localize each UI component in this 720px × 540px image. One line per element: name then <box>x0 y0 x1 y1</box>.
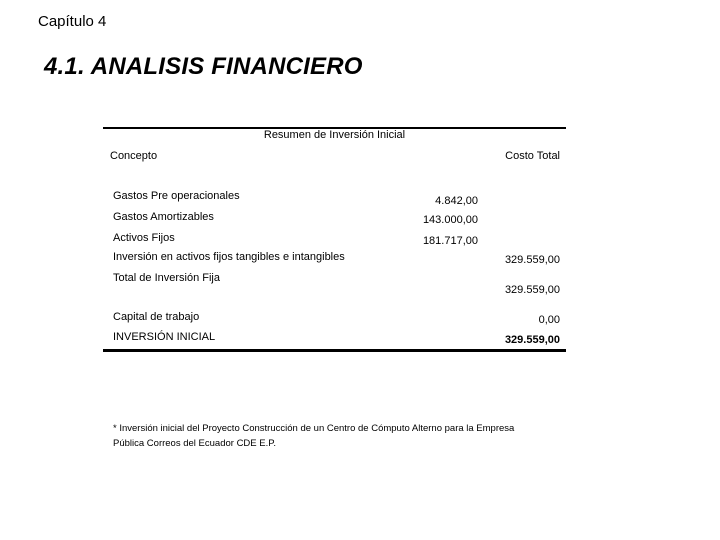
footnote-line-1: * Inversión inicial del Proyecto Construcción de un Centro de Cómputo Alterno para la Empresa <box>113 423 515 434</box>
chapter-label: Capítulo 4 <box>38 13 107 30</box>
row-value-activos-fijos: 181.717,00 <box>422 235 478 247</box>
section-title: 4.1. ANALISIS FINANCIERO <box>44 53 363 80</box>
footnote <box>113 421 553 451</box>
row-value-gastos-preoperacionales: 4.842,00 <box>435 195 478 207</box>
row-total-inversion-inicial: 329.559,00 <box>504 334 560 346</box>
row-label-gastos-amortizables: Gastos Amortizables <box>113 211 214 223</box>
row-total-capital-trabajo: 0,00 <box>538 314 560 326</box>
row-value-gastos-amortizables: 143.000,00 <box>422 214 478 226</box>
column-header-concept: Concepto <box>110 150 158 162</box>
table-bottom-rule <box>103 349 566 352</box>
investment-summary-table <box>103 127 566 352</box>
row-label-activos-fijos: Activos Fijos <box>113 232 175 244</box>
row-label-inversion-activos: Inversión en activos fijos tangibles e intangibles <box>113 251 345 263</box>
footnote-line-2: Pública Correos del Ecuador CDE E.P. <box>113 438 276 449</box>
row-label-inversion-inicial: INVERSIÓN INICIAL <box>113 331 216 343</box>
column-header-total-cost: Costo Total <box>505 150 560 162</box>
row-label-gastos-preoperacionales: Gastos Pre operacionales <box>113 190 240 202</box>
row-label-capital-trabajo: Capital de trabajo <box>113 311 200 323</box>
row-total-inversion-fija: 329.559,00 <box>504 284 560 296</box>
row-total-inversion-activos: 329.559,00 <box>504 254 560 266</box>
table-title: Resumen de Inversión Inicial <box>263 129 406 141</box>
row-label-total-inversion-fija: Total de Inversión Fija <box>113 272 220 284</box>
